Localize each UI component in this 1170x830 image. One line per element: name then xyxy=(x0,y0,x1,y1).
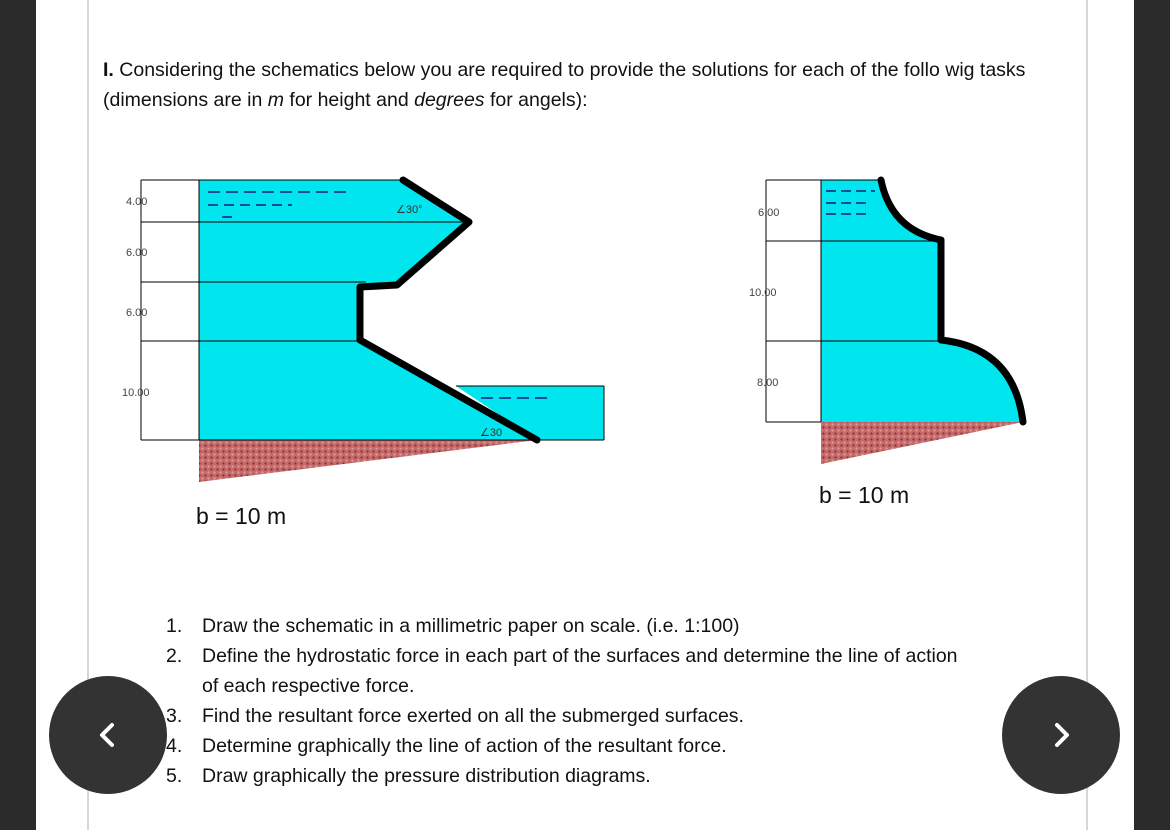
document-page xyxy=(36,0,1134,830)
list-item: 2. Define the hydrostatic force in each part of the surfaces and determine the line of action xyxy=(166,645,958,667)
right-schematic xyxy=(749,180,1023,508)
list-item: 5. Draw graphically the pressure distribution diagrams. xyxy=(166,765,651,787)
left-dim-3: 6.00 xyxy=(126,307,148,319)
heading-unit-m: m xyxy=(267,89,284,111)
right-water xyxy=(821,180,1023,422)
task-list xyxy=(166,611,1066,791)
left-angle-top: ∠30° xyxy=(396,204,423,216)
right-dim-2: 10.00 xyxy=(749,287,777,299)
schematics xyxy=(36,0,1134,600)
chevron-left-icon xyxy=(93,720,123,750)
list-item: of each respective force. xyxy=(202,675,415,697)
heading-unit-degrees: degrees xyxy=(414,89,485,111)
list-item: 3. Find the resultant force exerted on all the submerged surfaces. xyxy=(166,705,744,727)
left-dim-4: 10.00 xyxy=(122,387,150,399)
right-width-label: b = 10 m xyxy=(819,482,910,508)
left-dim-2: 6.00 xyxy=(126,247,148,259)
right-dim-1: 6.00 xyxy=(758,207,780,219)
left-angle-bottom: ∠30 xyxy=(480,427,503,439)
left-ground xyxy=(199,440,537,482)
left-width-label: b = 10 m xyxy=(196,503,287,529)
left-dim-1: 4.00 xyxy=(126,196,148,208)
left-schematic xyxy=(122,180,604,529)
list-item: 4. Determine graphically the line of action of the resultant force. xyxy=(166,735,727,757)
list-item: 1. Draw the schematic in a millimetric paper on scale. (i.e. 1:100) xyxy=(166,615,740,637)
previous-button[interactable] xyxy=(49,676,167,794)
left-backdrop xyxy=(0,0,36,830)
problem-number: I. xyxy=(103,59,114,81)
right-dim-3: 8.00 xyxy=(757,377,779,389)
chevron-right-icon xyxy=(1046,720,1076,750)
next-button[interactable] xyxy=(1002,676,1120,794)
heading-text-1: Considering the schematics below you are required to provide the solutions for each of the follo wig tasks (dimensions are in xyxy=(103,59,1026,111)
right-backdrop xyxy=(1134,0,1170,830)
heading-text-2: for height and xyxy=(284,89,415,111)
right-ground xyxy=(821,422,1023,464)
heading-text-3: for angels): xyxy=(484,89,588,111)
